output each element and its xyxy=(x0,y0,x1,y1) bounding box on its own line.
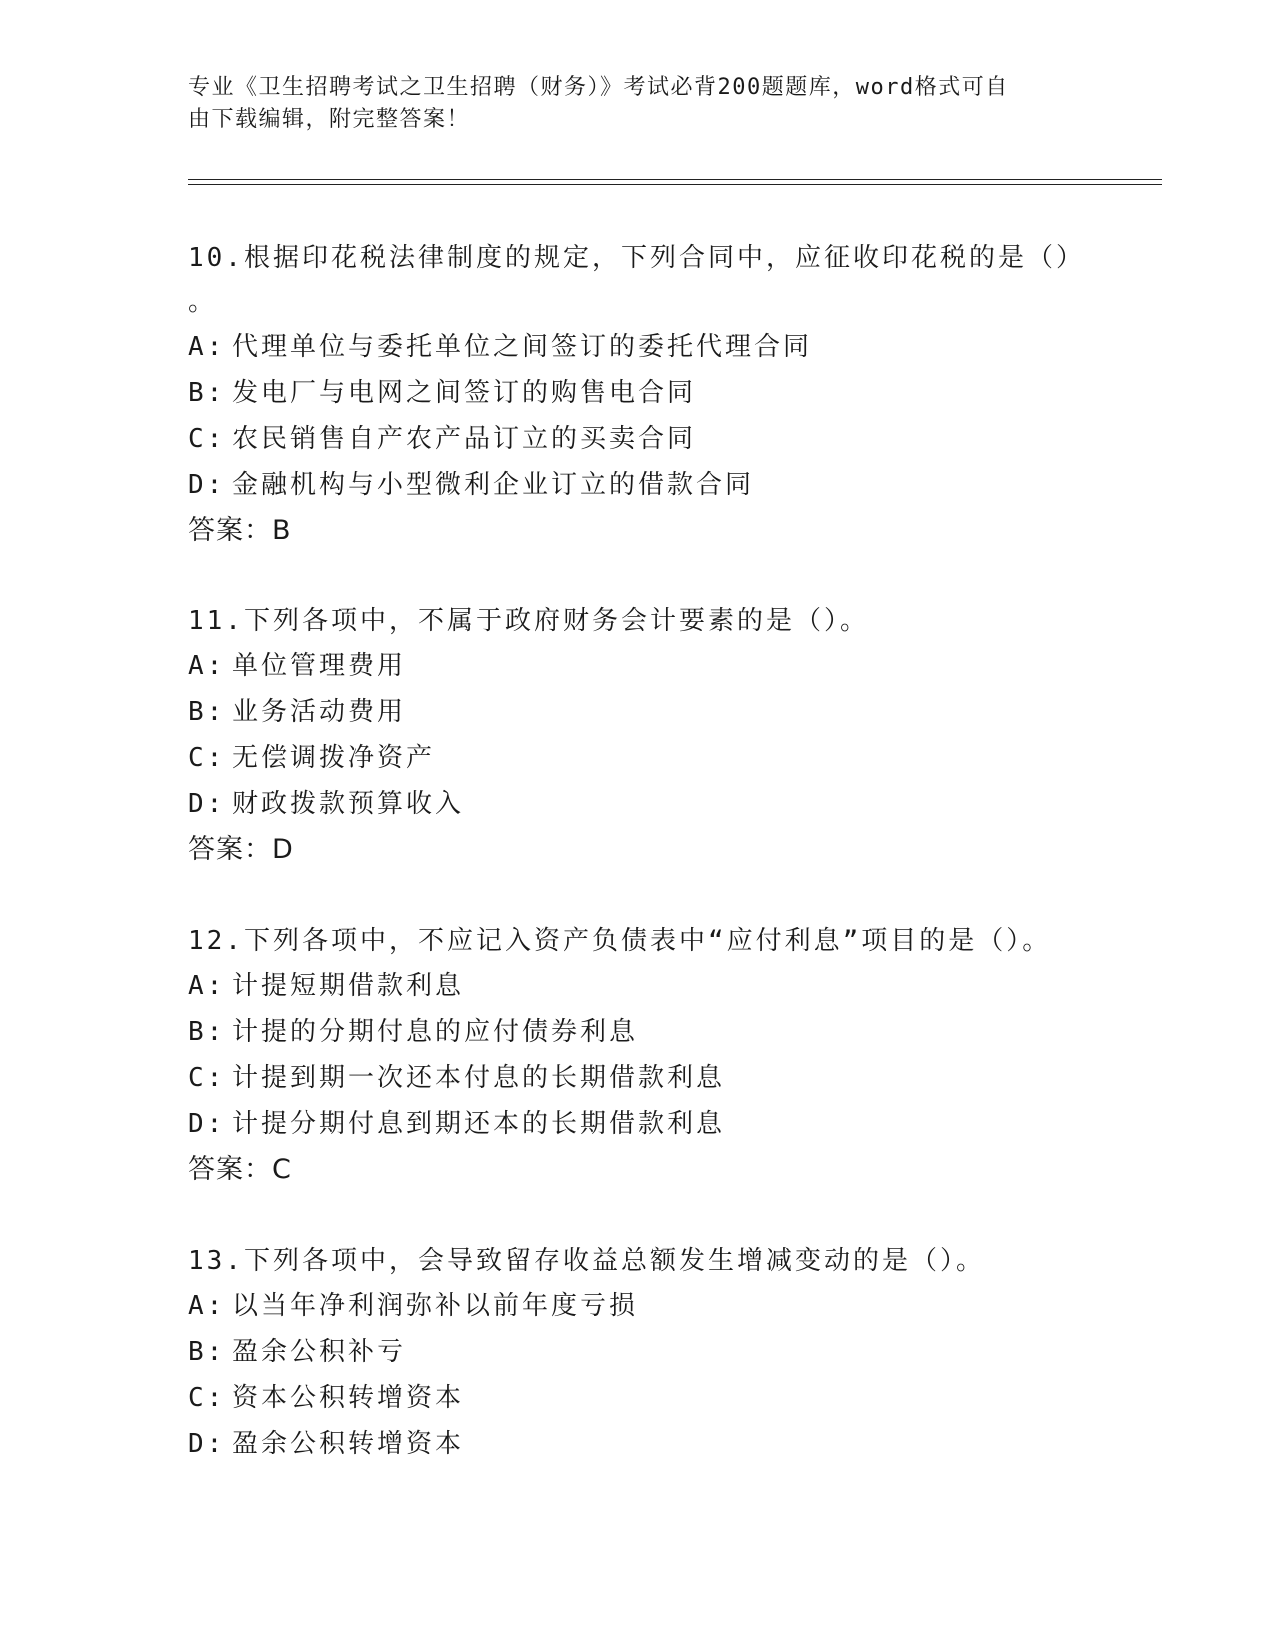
question-10 xyxy=(188,236,1088,554)
option-key: B: xyxy=(188,378,226,408)
option-text: 盈余公积转增资本 xyxy=(232,1429,465,1459)
option-b xyxy=(188,1329,1088,1375)
option-key: D: xyxy=(188,470,226,500)
option-d xyxy=(188,781,1088,827)
option-key: D: xyxy=(188,1109,226,1139)
option-key: B: xyxy=(188,697,226,727)
option-text: 财政拨款预算收入 xyxy=(232,789,465,819)
option-a xyxy=(188,963,1088,1009)
option-text: 发电厂与电网之间签订的购售电合同 xyxy=(232,378,697,408)
document-header xyxy=(188,72,1068,136)
option-d xyxy=(188,1101,1088,1147)
option-key: C: xyxy=(188,1063,226,1093)
option-text: 计提到期一次还本付息的长期借款利息 xyxy=(232,1063,726,1093)
header-line-2: 由下载编辑，附完整答案！ xyxy=(188,107,471,132)
option-text: 计提分期付息到期还本的长期借款利息 xyxy=(232,1109,726,1139)
question-stem: 10.根据印花税法律制度的规定，下列合同中，应征收印花税的是（） xyxy=(188,243,1085,273)
option-key: C: xyxy=(188,743,226,773)
option-c xyxy=(188,1055,1088,1101)
option-text: 盈余公积补亏 xyxy=(232,1337,407,1367)
option-key: B: xyxy=(188,1337,226,1367)
option-c xyxy=(188,416,1088,462)
option-text: 以当年净利润弥补以前年度亏损 xyxy=(232,1291,639,1321)
option-key: A: xyxy=(188,651,226,681)
question-13 xyxy=(188,1239,1088,1467)
header-divider-top xyxy=(188,179,1162,180)
option-text: 农民销售自产农产品订立的买卖合同 xyxy=(232,424,697,454)
option-d xyxy=(188,1421,1088,1467)
option-text: 代理单位与委托单位之间签订的委托代理合同 xyxy=(232,332,813,362)
header-divider-bottom xyxy=(188,184,1162,185)
option-text: 计提的分期付息的应付债券利息 xyxy=(232,1017,639,1047)
option-text: 计提短期借款利息 xyxy=(232,971,465,1001)
question-stem-continuation: 。 xyxy=(188,287,218,317)
option-key: C: xyxy=(188,424,226,454)
option-a xyxy=(188,324,1088,370)
option-key: B: xyxy=(188,1017,226,1047)
option-key: A: xyxy=(188,332,226,362)
option-text: 金融机构与小型微利企业订立的借款合同 xyxy=(232,470,755,500)
header-line-1: 专业《卫生招聘考试之卫生招聘（财务）》考试必背200题题库，word格式可自 xyxy=(188,75,1009,100)
option-text: 无偿调拨净资产 xyxy=(232,743,436,773)
question-12 xyxy=(188,919,1088,1193)
option-text: 资本公积转增资本 xyxy=(232,1383,465,1413)
question-stem: 12.下列各项中，不应记入资产负债表中“应付利息”项目的是（）。 xyxy=(188,926,1052,956)
option-text: 业务活动费用 xyxy=(232,697,407,727)
answer: 答案：B xyxy=(188,515,292,546)
option-c xyxy=(188,735,1088,781)
question-11 xyxy=(188,599,1088,873)
answer: 答案：D xyxy=(188,834,294,865)
option-key: C: xyxy=(188,1383,226,1413)
option-a xyxy=(188,1283,1088,1329)
option-text: 单位管理费用 xyxy=(232,651,407,681)
question-stem: 11.下列各项中，不属于政府财务会计要素的是（）。 xyxy=(188,606,869,636)
option-b xyxy=(188,370,1088,416)
option-key: D: xyxy=(188,789,226,819)
answer: 答案：C xyxy=(188,1154,292,1185)
option-key: A: xyxy=(188,1291,226,1321)
question-stem: 13.下列各项中，会导致留存收益总额发生增减变动的是（）。 xyxy=(188,1246,985,1276)
option-key: A: xyxy=(188,971,226,1001)
option-b xyxy=(188,1009,1088,1055)
option-c xyxy=(188,1375,1088,1421)
option-d xyxy=(188,462,1088,508)
option-b xyxy=(188,689,1088,735)
option-key: D: xyxy=(188,1429,226,1459)
option-a xyxy=(188,643,1088,689)
